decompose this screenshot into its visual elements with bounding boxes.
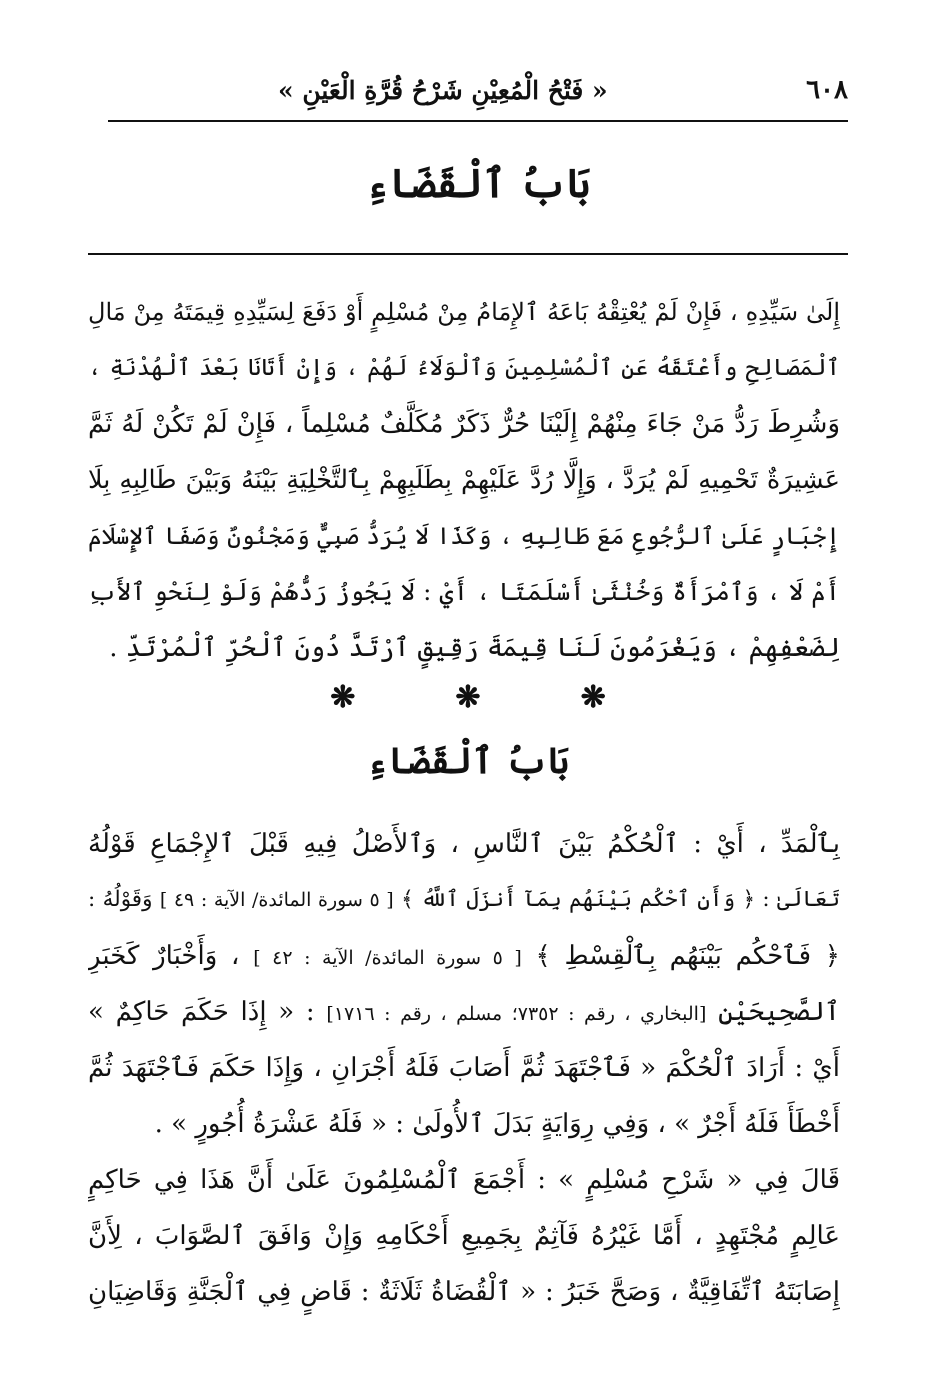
asterism-star: ❋ [580, 680, 606, 715]
page-header [108, 70, 848, 110]
asterism-star: ❋ [455, 680, 481, 715]
chapter-divider [88, 253, 848, 255]
text-line [88, 984, 840, 1040]
chapter-title: بَابُ ٱلْقَضَاءِ [365, 160, 591, 207]
paragraph-judiciary-definition [88, 816, 840, 1152]
text-line [88, 928, 840, 984]
page-number: ٦٠٨ [806, 75, 848, 105]
quran-reference: [ ٥ سورة المائدة/ الآية : ٤٩ ] [159, 889, 394, 911]
text-line: عَشِيرَةٌ تَحْمِيهِ لَمْ يُرَدَّ ، وَإِلَّا رُدَّ عَلَيْهِمْ بِطَلَبِهِمْ بِٱلتَّخْلِيَةِ بَيْنَهُ وَبَيْنَ طَالِبِهِ بِلَا [88, 465, 840, 495]
text-segment: ٱلصَّحِيحَيْنِ [706, 997, 840, 1027]
text-line: إِصَابَتَهُ ٱتِّفَاقِيَّةٌ ، وَصَحَّ خَبَرُ : « ٱلْقُضَاةُ ثَلَاثَةٌ : قَاضٍ فِي ٱلْجَنَّةِ وَقَاضِيَانِ [88, 1277, 840, 1307]
text-line: أَمْ لَا ، وَٱمْرَأَةٌ وَخُنْثَىٰ أَسْلَمَتَا ، أَيْ : لَا يَجُوزُ رَدُّهُمْ وَلَوْ لِنَحْوِ ٱلأَبِ [88, 577, 840, 606]
text-line: وَشُرِطَ رَدُّ مَنْ جَاءَ مِنْهُمْ إِلَيْنَا حُرٌّ ذَكَرٌ مُكَلَّفٌ مُسْلِماً ، فَإِنْ لَمْ تَكُنْ لَهُ ثَمَّ [88, 409, 840, 439]
text-line: لِضَعْفِهِمْ ، وَيَغْرَمُونَ لَنَا قِيمَةَ رَقِيقٍ ٱرْتَدَّ دُونَ ٱلْحُرِّ ٱلْمُرْتَدِّ . [109, 633, 840, 663]
text-line: عَالِمٍ مُجْتَهِدٍ ، أَمَّا غَيْرُهُ فَآثِمٌ بِجَمِيعِ أَحْكَامِهِ وَإِنْ وَافَقَ ٱلصَّوَابَ ، لِأَنَّ [88, 1221, 840, 1251]
section-separator [88, 680, 848, 720]
text-segment: تَعَالَىٰ : ﴿ وَأَنِ ٱحْكُم بَيْنَهُم بِمَآ أَنزَلَ ٱللَّهُ ﴾ [393, 887, 840, 912]
text-segment: : « إِذَا حَكَمَ حَاكِمٌ » [88, 997, 327, 1027]
quran-reference: [ ٥ سورة المائدة/ الآية : ٤٢ ] [253, 947, 522, 969]
header-divider [108, 120, 848, 122]
asterism-star: ❋ [330, 680, 356, 715]
paragraph-sharh-muslim-quote [88, 1152, 840, 1320]
text-line: أَيْ : أَرَادَ ٱلْحُكْمَ « فَٱجْتَهَدَ ثُمَّ أَصَابَ فَلَهُ أَجْرَانِ ، وَإِذَا حَكَمَ فَٱجْتَهَدَ ثُمَّ [88, 1053, 840, 1083]
paragraph-previous-chapter-ending [88, 284, 840, 676]
text-segment: ، وَأَخْبَارٌ كَخَبَرِ [88, 941, 254, 971]
text-line: ٱلْمَصَالِحِ وأَعْتَقَهُ عَنِ ٱلْمُسْلِمِينَ وَٱلْوَلَاءُ لَهُمْ ، وَإِنْ أَتَانَا بَعْدَ ٱلْهُدْنَةِ ، [88, 355, 840, 381]
text-line: إِجْبَارٍ عَلَىٰ ٱلرُّجُوعِ مَعَ طَالِبِهِ ، وَكَذَا لَا يُرَدُّ صَبِيٌّ وَمَجْنُونٌ وَصَفَا ٱلإِسْلَامَ [88, 522, 840, 550]
text-line: أَخْطَأَ فَلَهُ أَجْرٌ » ، وَفِي رِوَايَةٍ بَدَلَ ٱلأُولَىٰ : « فَلَهُ عَشْرَةُ أُجُورٍ » . [154, 1109, 840, 1139]
text-line: بِٱلْمَدِّ ، أَيْ : ٱلْحُكْمُ بَيْنَ ٱلنَّاسِ ، وَٱلأَصْلُ فِيهِ قَبْلَ ٱلإِجْمَاعِ قَوْلُهُ [88, 829, 840, 859]
text-line: قَالَ فِي « شَرْحِ مُسْلِمٍ » : أَجْمَعَ ٱلْمُسْلِمُونَ عَلَىٰ أَنَّ هَذَا فِي حَاكِمٍ [88, 1165, 840, 1195]
text-segment: وَقَوْلُهُ : [88, 887, 160, 912]
text-line: إِلَىٰ سَيِّدِهِ ، فَإِنْ لَمْ يُعْتِقْهُ بَاعَهُ ٱلإِمَامُ مِنْ مُسْلِمٍ أَوْ دَفَعَ لِسَيِّدِهِ قِيمَتَهُ مِنْ مَالِ [88, 298, 840, 326]
running-title: « فَتْحُ الْمُعِيْنِ شَرْحُ قُرَّةِ الْعَيْنِ » [278, 75, 608, 105]
text-segment: ﴿ فَٱحْكُم بَيْنَهُم بِٱلْقِسْطِ ﴾ [521, 941, 840, 971]
section-title: بَابُ ٱلْقَضَاءِ [366, 740, 570, 782]
hadith-reference: [البخاري ، رقم : ٧٣٥٢؛ مسلم ، رقم : ١٧١٦] [326, 1003, 707, 1025]
text-line [88, 872, 840, 928]
